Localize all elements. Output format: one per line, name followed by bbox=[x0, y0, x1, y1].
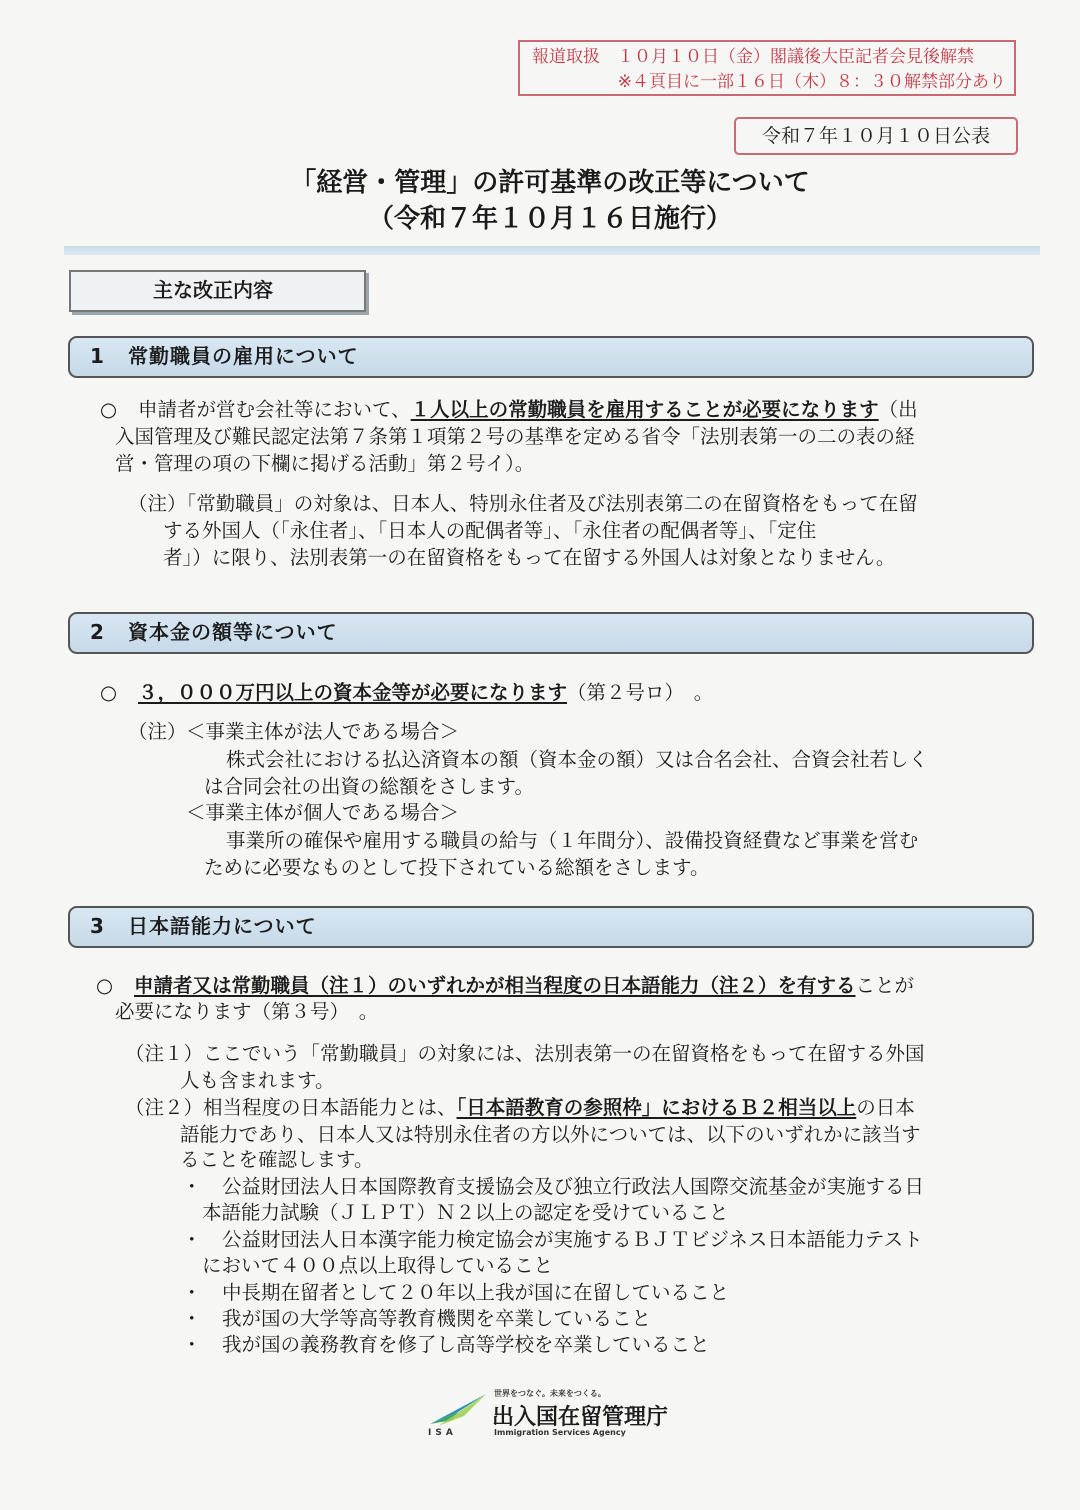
section-2-emphasis: ３，０００万円以上の資本金等が必要になります bbox=[138, 681, 568, 704]
list-item-4: 我が国の大学等高等教育機関を卒業していること bbox=[222, 1307, 652, 1330]
publish-date: 令和７年１０月１０日公表 bbox=[734, 117, 1018, 155]
section-2-number: 2 bbox=[90, 620, 105, 644]
agency-tagline: 世界をつなぐ。未来をつくる。 bbox=[494, 1389, 606, 1398]
section-3-note2-line-2: 語能力であり、日本人又は特別永住者の方以外については、以下のいずれかに該当す bbox=[180, 1123, 921, 1146]
section-1-note-line-1: （注）「常勤職員」の対象は、日本人、特別永住者及び法別表第二の在留資格をもって在留 bbox=[128, 492, 918, 515]
section-3-line-2: 必要になります（第３号） 。 bbox=[115, 1000, 379, 1023]
section-2-body bbox=[100, 679, 1030, 706]
section-2-text-post: （第２号ロ） 。 bbox=[567, 681, 714, 704]
section-1-note-line-3: 者」）に限り、法別表第一の在留資格をもって在留する外国人は対象となりません。 bbox=[163, 546, 896, 569]
title-line-1: 「経営・管理」の許可基準の改正等について bbox=[290, 168, 810, 198]
section-3-number: 3 bbox=[90, 914, 105, 938]
embargo-notice bbox=[518, 40, 1016, 96]
section-2-corp-heading: ＜事業主体が法人である場合＞ bbox=[186, 720, 460, 743]
list-item-1-line-2: 本語能力試験（ＪＬＰＴ）Ｎ２以上の認定を受けていること bbox=[202, 1201, 729, 1224]
section-1-line-1 bbox=[100, 396, 1030, 423]
section-1-text-pre: 申請者が営む会社等において、 bbox=[138, 398, 411, 421]
section-3-text-post: ことが bbox=[855, 974, 915, 997]
section-1-line-3: 営・管理の項の下欄に掲げる活動」第２号イ）。 bbox=[115, 452, 535, 475]
section-2-note-label: （注） bbox=[128, 720, 187, 743]
section-1-emphasis: １人以上の常勤職員を雇用することが必要になります bbox=[410, 398, 879, 421]
bullet-circle: ○ bbox=[100, 398, 118, 421]
section-3-note1-line-1: （注１）ここでいう「常勤職員」の対象には、法別表第一の在留資格をもって在留する外国 bbox=[125, 1042, 925, 1065]
section-3-note2-line-1 bbox=[125, 1094, 1035, 1121]
title-line-2: （令和７年１０月１６日施行） bbox=[367, 204, 732, 234]
list-item-bullet: ・ bbox=[182, 1175, 202, 1198]
section-2-title: 資本金の額等について bbox=[128, 620, 338, 644]
section-1-text-post: （出 bbox=[878, 398, 918, 421]
section-2-individual-heading: ＜事業主体が個人である場合＞ bbox=[186, 801, 460, 824]
document-title bbox=[60, 165, 1040, 237]
list-item-2-line-2: において４００点以上取得していること bbox=[202, 1254, 554, 1277]
section-3-note2-line-3: ることを確認します。 bbox=[180, 1148, 374, 1171]
agency-logo bbox=[428, 1388, 708, 1440]
list-item-bullet: ・ bbox=[182, 1333, 202, 1356]
section-1-note-line-2: する外国人（「永住者」、「日本人の配偶者等」、「永住者の配偶者等」、「定住 bbox=[163, 519, 817, 542]
section-3-header bbox=[68, 906, 1034, 948]
section-2-header bbox=[68, 612, 1034, 654]
section-1-header bbox=[68, 336, 1034, 378]
list-item-bullet: ・ bbox=[182, 1307, 202, 1330]
section-3-note2-pre: （注２）相当程度の日本語能力とは、 bbox=[125, 1096, 457, 1119]
section-2-corp-line-1: 株式会社における払込済資本の額（資本金の額）又は合名会社、合資会社若しく bbox=[226, 748, 929, 771]
section-2-individual-line-1: 事業所の確保や雇用する職員の給与（１年間分）、設備投資経費など事業を営む bbox=[226, 829, 919, 852]
bullet-circle: ○ bbox=[96, 974, 114, 997]
section-1-body bbox=[100, 396, 1030, 423]
list-item-bullet: ・ bbox=[182, 1228, 202, 1251]
list-item-5: 我が国の義務教育を修了し高等学校を卒業していること bbox=[222, 1333, 710, 1356]
section-1-number: 1 bbox=[90, 344, 105, 368]
section-3-note2-post: の日本 bbox=[856, 1096, 915, 1119]
embargo-line-2: ※４頁目に一部１６日（木）８：３０解禁部分あり bbox=[617, 72, 1006, 92]
section-3-note1-line-2: 人も含まれます。 bbox=[180, 1069, 335, 1092]
list-item-1-line-1: 公益財団法人日本国際教育支援協会及び独立行政法人国際交流基金が実施する日 bbox=[222, 1175, 925, 1198]
section-3-line-1 bbox=[96, 972, 1036, 999]
title-divider bbox=[64, 246, 1040, 255]
section-1-title: 常勤職員の雇用について bbox=[128, 344, 359, 368]
list-item-bullet: ・ bbox=[182, 1281, 202, 1304]
agency-english-name: Immigration Services Agency bbox=[494, 1428, 626, 1437]
agency-emblem-icon bbox=[428, 1390, 488, 1430]
section-2-individual-line-2: ために必要なものとして投下されている総額をさします。 bbox=[204, 856, 710, 879]
section-3-title: 日本語能力について bbox=[128, 914, 317, 938]
section-1-line-2: 入国管理及び難民認定法第７条第１項第２号の基準を定める省令「法別表第一の二の表の経 bbox=[115, 425, 915, 448]
list-item-2-line-1: 公益財団法人日本漢字能力検定協会が実施するＢＪＴビジネス日本語能力テスト bbox=[222, 1228, 923, 1251]
list-item-3: 中長期在留者として２０年以上我が国に在留していること bbox=[222, 1281, 730, 1304]
embargo-line-1: 報道取扱 １０月１０日（金）閣議後大臣記者会見後解禁 bbox=[532, 47, 974, 67]
section-2-corp-line-2: は合同会社の出資の総額をさします。 bbox=[204, 775, 534, 798]
section-3-emphasis: 申請者又は常勤職員（注１）のいずれかが相当程度の日本語能力（注２）を有する bbox=[134, 974, 856, 997]
agency-abbreviation: ISA bbox=[428, 1428, 457, 1438]
agency-name: 出入国在留管理庁 bbox=[492, 1405, 669, 1430]
section-3-note2-emphasis: 「日本語教育の参照枠」におけるＢ２相当以上 bbox=[456, 1096, 857, 1119]
bullet-circle: ○ bbox=[100, 681, 118, 704]
main-changes-heading: 主な改正内容 bbox=[69, 270, 366, 312]
